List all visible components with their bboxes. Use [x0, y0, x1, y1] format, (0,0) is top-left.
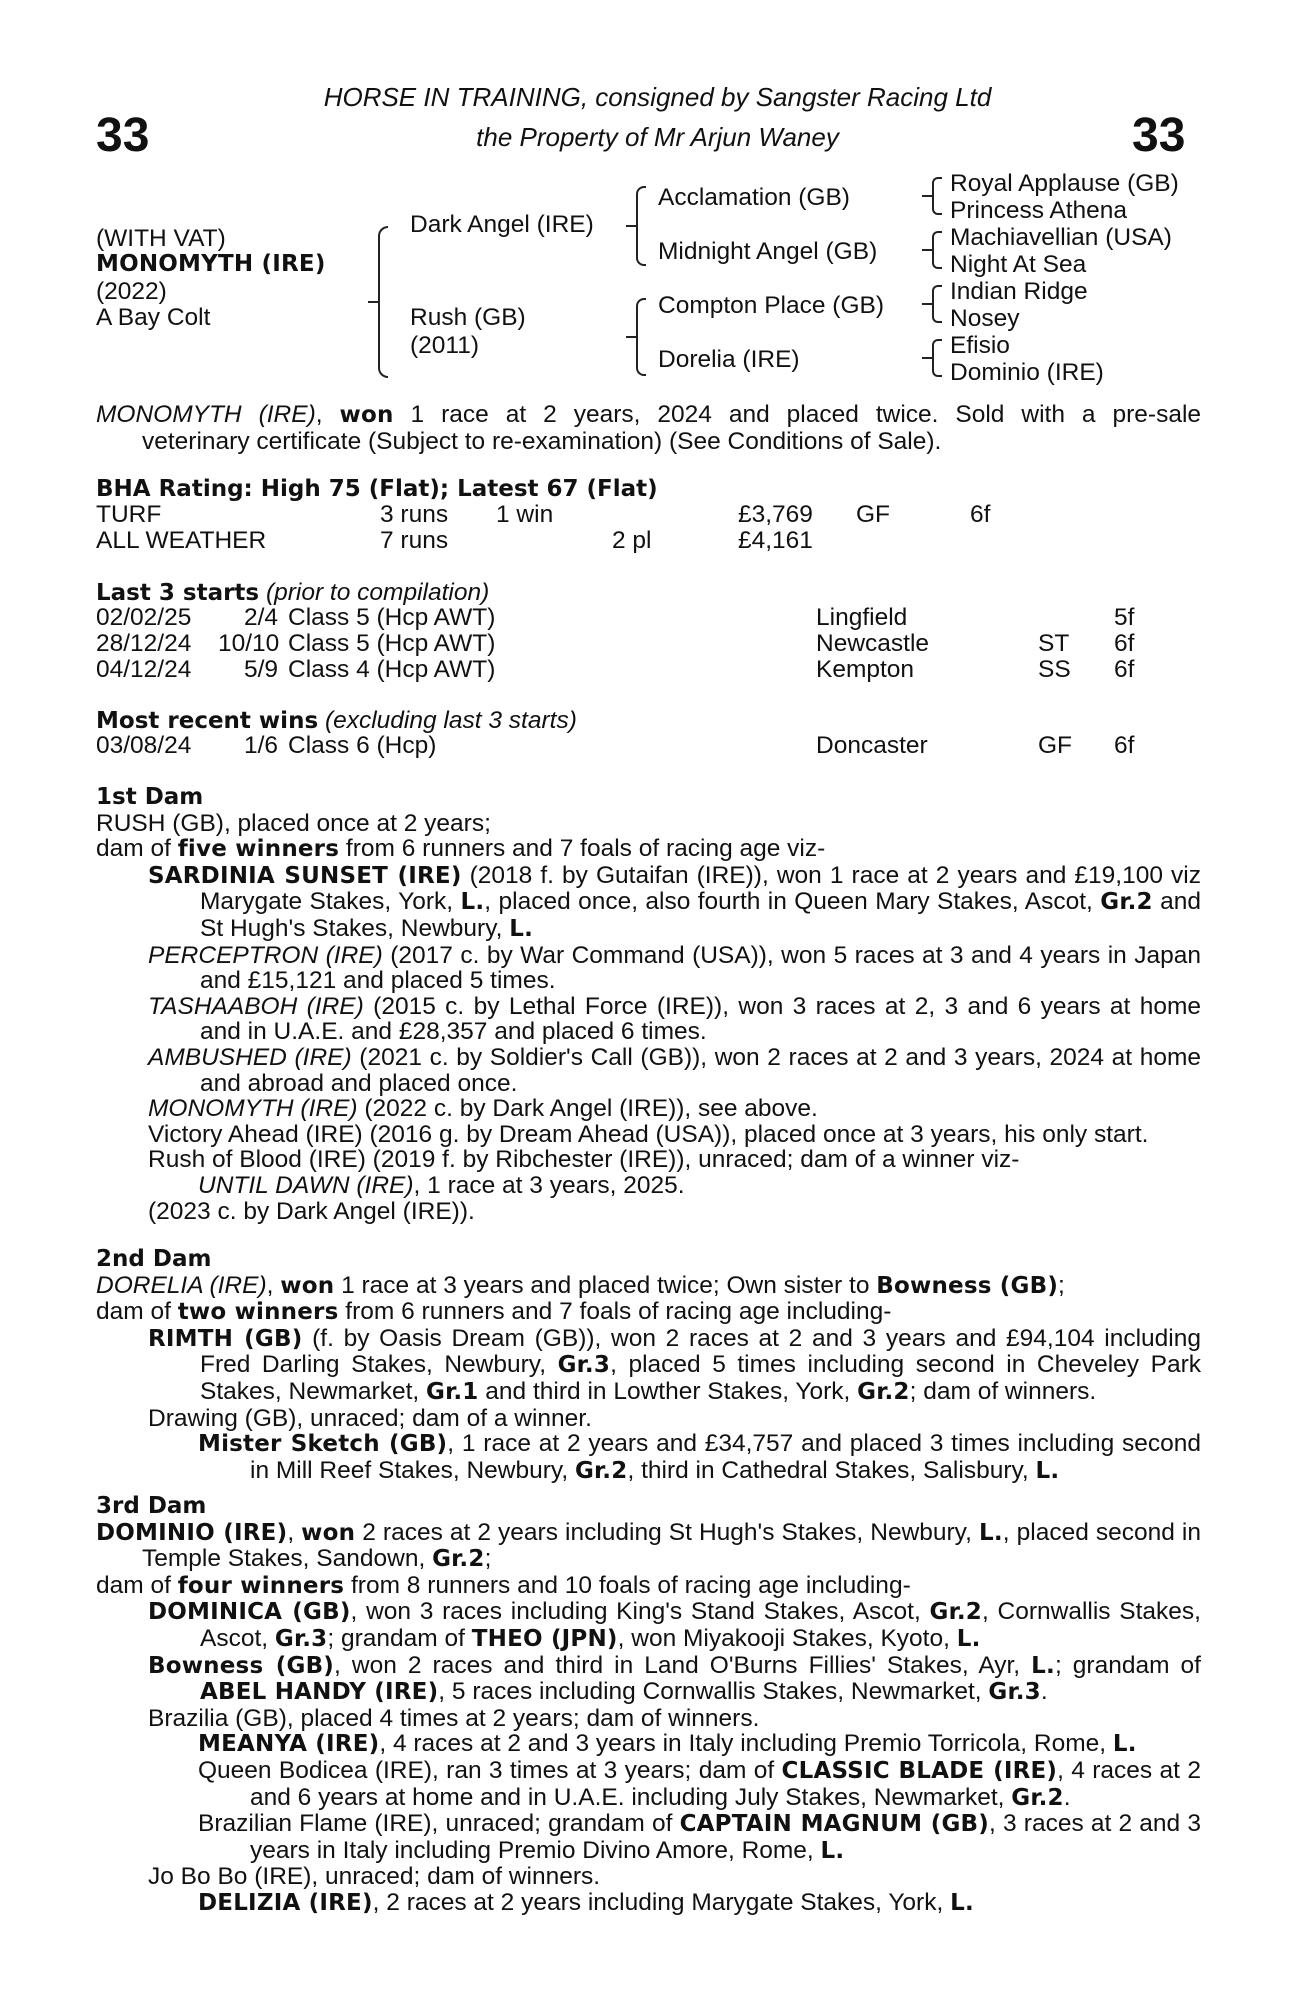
- pedigree-brace-sire: [636, 186, 646, 266]
- third-dam-produce: dam of four winners from 8 runners and 10 foals of racing age including-: [96, 1571, 911, 1599]
- summary-horse-name: MONOMYTH (IRE): [96, 401, 316, 428]
- recent-wins-heading: [96, 708, 577, 735]
- recent-wins-title: Most recent wins: [96, 708, 319, 734]
- sire-name: Dark Angel (IRE): [410, 211, 594, 238]
- produce-drawing: Drawing (GB), unraced; dam of a winner.: [148, 1404, 592, 1432]
- rating-runs: 7 runs: [380, 527, 449, 554]
- rating-runs: 3 runs: [380, 501, 449, 528]
- lot-number-left: 33: [96, 109, 150, 162]
- produce-rimth: RIMTH (GB) (f. by Oasis Dream (GB)), won 2 races at 2 and 3 years and £94,104 including Fred Darling Stakes, Newbury, Gr.3, placed 5 times including second in Cheveley Park Stakes, Newmarket, Gr.1 and third in Lowther Stakes, York, Gr.2; dam of winners.: [148, 1324, 1201, 1405]
- last-starts-subtitle: (prior to compilation): [265, 579, 490, 606]
- win-class: Class 6 (Hcp): [288, 732, 437, 759]
- summary-won: won: [339, 402, 394, 428]
- produce-perceptron: PERCEPTRON (IRE) (2017 c. by War Command (USA)), won 5 races at 3 and 4 years in Japan and £15,121 and placed 5 times.: [148, 941, 1201, 995]
- horse-year: (2022): [96, 278, 167, 305]
- gg-3: Machiavellian (USA): [950, 224, 1172, 251]
- gg-7: Efisio: [950, 332, 1010, 359]
- granddam-2: Dorelia (IRE): [658, 346, 800, 373]
- rating-surface: ALL WEATHER: [96, 527, 267, 554]
- grandsire-1: Acclamation (GB): [658, 184, 850, 211]
- vat-label: (WITH VAT): [96, 225, 226, 252]
- rating-surface: TURF: [96, 501, 162, 528]
- produce-delizia: DELIZIA (IRE), 2 races at 2 years including Marygate Stakes, York, L.: [198, 1888, 974, 1916]
- gg-4: Night At Sea: [950, 251, 1087, 278]
- first-dam-produce: dam of five winners from 6 runners and 7 foals of racing age viz-: [96, 835, 826, 863]
- produce-meanya: MEANYA (IRE), 4 races at 2 and 3 years in Italy including Premio Torricola, Rome, L.: [198, 1730, 1137, 1758]
- produce-dominica: DOMINICA (GB), won 3 races including King's Stand Stakes, Ascot, Gr.2, Cornwallis Stakes, Ascot, Gr.3; grandam of THEO (JPN), won Miyakooji Stakes, Kyoto, L.: [148, 1598, 1201, 1652]
- last-starts-heading: [96, 580, 489, 607]
- winners-count: five winners: [177, 836, 340, 863]
- third-dam-title: 3rd Dam: [96, 1493, 207, 1519]
- start-pos: 2/4: [243, 604, 278, 631]
- start-course: Kempton: [816, 656, 915, 683]
- start-pos: 10/10: [218, 630, 280, 657]
- rating-going: GF: [856, 501, 891, 528]
- second-dam-section: [96, 1247, 1201, 1484]
- produce-sardinia-sunset: SARDINIA SUNSET (IRE) (2018 f. by Gutaifan (IRE)), won 1 race at 2 years and £19,100 viz Marygate Stakes, York, L., placed once, also fourth in Queen Mary Stakes, Ascot, Gr.2 and St Hugh's Stakes, Newbury, L.: [148, 861, 1202, 942]
- pedigree-brace-gg3: [932, 285, 942, 323]
- race-summary: MONOMYTH (IRE), won 1 race at 2 years, 2024 and placed twice. Sold with a pre-sale veterinary certificate (Subject to re-examination) (See Conditions of Sale).: [96, 401, 1202, 455]
- third-dam-section: [96, 1494, 1201, 1917]
- last-starts-title: Last 3 starts: [96, 580, 260, 606]
- first-dam-title: 1st Dam: [96, 784, 204, 810]
- granddam-1: Midnight Angel (GB): [658, 238, 878, 265]
- produce-jo-bo-bo: Jo Bo Bo (IRE), unraced; dam of winners.: [148, 1863, 601, 1891]
- second-dam-title: 2nd Dam: [96, 1246, 212, 1272]
- rating-distance: 6f: [970, 501, 991, 528]
- bha-rating-title: BHA Rating: High 75 (Flat); Latest 67 (Flat): [96, 476, 658, 502]
- gg-5: Indian Ridge: [950, 278, 1088, 305]
- start-date: 28/12/24: [96, 630, 192, 657]
- dam-year: (2011): [410, 332, 480, 359]
- produce-rush-of-blood: Rush of Blood (IRE) (2019 f. by Ribchester (IRE)), unraced; dam of a winner viz-: [148, 1146, 1020, 1174]
- first-dam-section: [96, 785, 1201, 1224]
- win-going: GF: [1038, 732, 1073, 759]
- start-course: Lingfield: [816, 604, 908, 631]
- pedigree-brace-gg1: [932, 177, 942, 215]
- produce-bowness: Bowness (GB), won 2 races and third in Land O'Burns Fillies' Stakes, Ayr, L.; grandam of ABEL HANDY (IRE), 5 races including Cornwallis Stakes, Newmarket, Gr.3.: [148, 1651, 1201, 1706]
- win-distance: 6f: [1114, 732, 1135, 759]
- gg-1: Royal Applause (GB): [950, 170, 1179, 197]
- rating-earnings: £4,161: [738, 527, 813, 554]
- produce-monomyth: MONOMYTH (IRE) (2022 c. by Dark Angel (IRE)), see above.: [148, 1095, 818, 1123]
- start-class: Class 4 (Hcp AWT): [288, 656, 496, 683]
- horse-description: A Bay Colt: [96, 304, 211, 331]
- first-dam-line: RUSH (GB), placed once at 2 years;: [96, 809, 491, 837]
- produce-brazilia: Brazilia (GB), placed 4 times at 2 years; dam of winners.: [148, 1704, 760, 1732]
- lot-number-right: 33: [1132, 109, 1186, 162]
- property-line: the Property of Mr Arjun Waney: [476, 122, 839, 152]
- start-going: ST: [1038, 630, 1070, 657]
- dam-name: Rush (GB): [410, 304, 526, 331]
- produce-tashaaboh: TASHAABOH (IRE) (2015 c. by Lethal Force (IRE)), won 3 races at 2, 3 and 6 years at home and in U.A.E. and £28,357 and placed 6 times.: [148, 992, 1201, 1046]
- produce-ambushed: AMBUSHED (IRE) (2021 c. by Soldier's Call (GB)), won 2 races at 2 and 3 years, 2024 at home and abroad and placed once.: [148, 1043, 1201, 1097]
- start-date: 02/02/25: [96, 604, 192, 631]
- produce-victory-ahead: Victory Ahead (IRE) (2016 g. by Dream Ahead (USA)), placed once at 3 years, his only start.: [148, 1120, 1149, 1148]
- produce-until-dawn: UNTIL DAWN (IRE), 1 race at 3 years, 2025.: [198, 1171, 685, 1199]
- produce-2023-colt: (2023 c. by Dark Angel (IRE)).: [148, 1197, 475, 1225]
- start-distance: 6f: [1114, 656, 1135, 683]
- win-pos: 1/6: [243, 732, 278, 759]
- start-distance: 5f: [1114, 604, 1135, 631]
- pedigree-brace-main: [378, 226, 388, 378]
- gg-6: Nosey: [950, 305, 1020, 332]
- second-dam-produce: dam of two winners from 6 runners and 7 foals of racing age including-: [96, 1298, 892, 1326]
- pedigree-brace-dam: [636, 298, 646, 376]
- gg-2: Princess Athena: [950, 197, 1128, 224]
- pedigree-brace-gg4: [932, 339, 942, 377]
- pedigree-brace-gg2: [932, 231, 942, 269]
- rating-wins: 1 win: [496, 501, 554, 528]
- produce-queen-bodicea: Queen Bodicea (IRE), ran 3 times at 3 years; dam of CLASSIC BLADE (IRE), 4 races at 2 and 6 years at home and in U.A.E. including July Stakes, Newmarket, Gr.2.: [198, 1756, 1201, 1811]
- summary-text: 1 race at 2 years, 2024 and placed twice. Sold with a pre-sale: [410, 401, 1202, 428]
- produce-mister-sketch: Mister Sketch (GB), 1 race at 2 years and £34,757 and placed 3 times including second in Mill Reef Stakes, Newbury, Gr.2, third in Cathedral Stakes, Salisbury, L.: [198, 1430, 1201, 1484]
- recent-wins-subtitle: (excluding last 3 starts): [324, 707, 577, 734]
- rating-earnings: £3,769: [738, 501, 813, 528]
- third-dam-line: DOMINIO (IRE), won 2 races at 2 years including St Hugh's Stakes, Newbury, L., placed second in Temple Stakes, Sandown, Gr.2;: [96, 1518, 1201, 1573]
- summary-text-2: veterinary certificate (Subject to re-examination) (See Conditions of Sale).: [142, 427, 942, 455]
- produce-brazilian-flame: Brazilian Flame (IRE), unraced; grandam of CAPTAIN MAGNUM (GB), 3 races at 2 and 3 years in Italy including Premio Divino Amore, Rome, L.: [198, 1810, 1201, 1864]
- second-dam-line: DORELIA (IRE), won 1 race at 3 years and placed twice; Own sister to Bowness (GB);: [96, 1271, 1065, 1299]
- win-course: Doncaster: [816, 732, 928, 759]
- grandsire-2: Compton Place (GB): [658, 292, 885, 319]
- start-pos: 5/9: [243, 656, 278, 683]
- start-distance: 6f: [1114, 630, 1135, 657]
- consignor-line: HORSE IN TRAINING, consigned by Sangster Racing Ltd: [323, 82, 992, 112]
- horse-name: MONOMYTH (IRE): [96, 251, 326, 277]
- rating-placed: 2 pl: [612, 527, 652, 554]
- start-class: Class 5 (Hcp AWT): [288, 604, 496, 631]
- start-date: 04/12/24: [96, 656, 192, 683]
- win-date: 03/08/24: [96, 732, 192, 759]
- start-course: Newcastle: [816, 630, 930, 657]
- gg-8: Dominio (IRE): [950, 359, 1104, 386]
- start-going: SS: [1038, 656, 1071, 683]
- start-class: Class 5 (Hcp AWT): [288, 630, 496, 657]
